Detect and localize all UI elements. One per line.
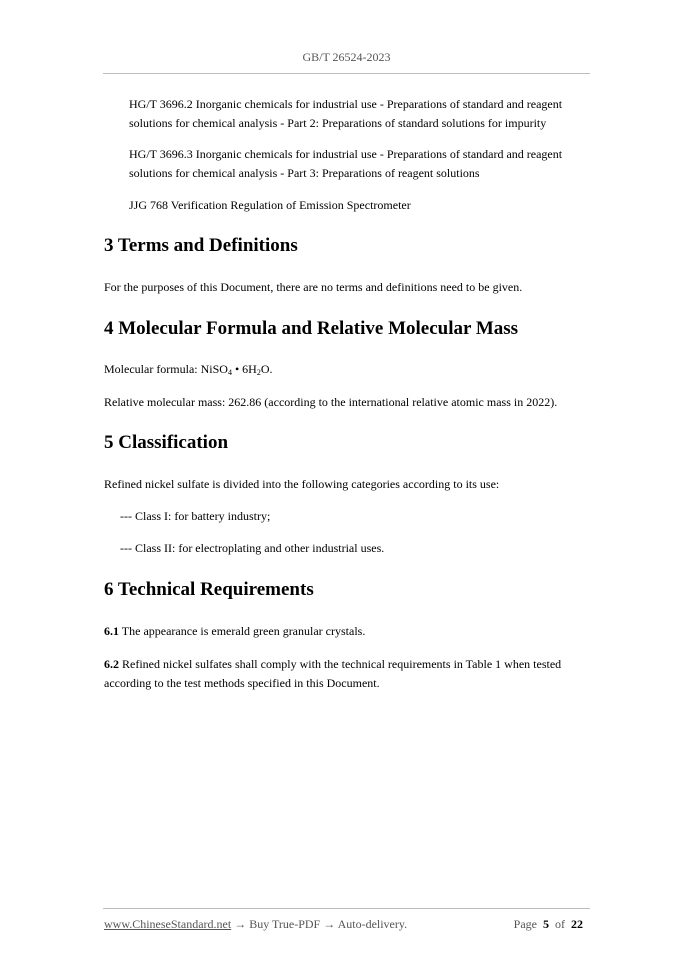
formula-middle: • 6H [231, 362, 257, 376]
of-label: of [555, 917, 565, 931]
page-label: Page [513, 917, 537, 931]
clause-6-1 [104, 622, 594, 641]
formula-subscript-2: 2 [256, 368, 261, 377]
formula-end: O. [260, 362, 273, 376]
reference-hg-3696-2: HG/T 3696.2 Inorganic chemicals for industrial use - Preparations of standard and reagent solutions for chemical analysis - Part 2: Preparations of standard solutions for impurity [129, 97, 563, 130]
clause-text: The appearance is emerald green granular crystals. [119, 624, 366, 638]
molecular-mass: Relative molecular mass: 262.86 (according to the international relative atomic mass in 2022). [104, 395, 558, 409]
clause-number: 6.2 [104, 657, 119, 671]
list-item-class-ii: --- Class II: for electroplating and other industrial uses. [120, 541, 385, 555]
page-number: 5 [543, 917, 549, 931]
section-4-heading: 4 Molecular Formula and Relative Molecular Mass [104, 318, 519, 339]
footer-promo [104, 917, 407, 932]
clause-text: Refined nickel sulfates shall comply with the technical requirements in Table 1 when tested according to the test methods specified in this Document. [104, 657, 562, 690]
clause-6-2 [104, 655, 594, 693]
section-6-heading: 6 Technical Requirements [104, 579, 314, 600]
footer-divider [103, 908, 590, 909]
reference-jjg-768: JJG 768 Verification Regulation of Emission Spectrometer [129, 198, 411, 212]
page-indicator [514, 917, 583, 932]
list-item-class-i: --- Class I: for battery industry; [120, 509, 271, 523]
clause-number: 6.1 [104, 624, 119, 638]
page-total: 22 [571, 917, 583, 931]
section-3-heading: 3 Terms and Definitions [104, 235, 298, 256]
running-header: GB/T 26524-2023 [302, 50, 391, 64]
classification-intro: Refined nickel sulfate is divided into the following categories according to its use: [104, 477, 500, 491]
formula-subscript-4: 4 [227, 368, 232, 377]
website-link[interactable]: www.ChineseStandard.net [104, 917, 232, 931]
header-divider [103, 73, 590, 74]
section-5-heading: 5 Classification [104, 432, 229, 453]
section-3-text: For the purposes of this Document, there are no terms and definitions need to be given. [104, 280, 523, 294]
footer-promo-text: → Buy True-PDF → Auto-delivery. [231, 917, 408, 931]
reference-hg-3696-3: HG/T 3696.3 Inorganic chemicals for industrial use - Preparations of standard and reagent solutions for chemical analysis - Part 3: Preparations of reagent solutions [129, 147, 563, 180]
formula-label: Molecular formula: NiSO [104, 362, 228, 376]
molecular-formula [104, 360, 594, 379]
